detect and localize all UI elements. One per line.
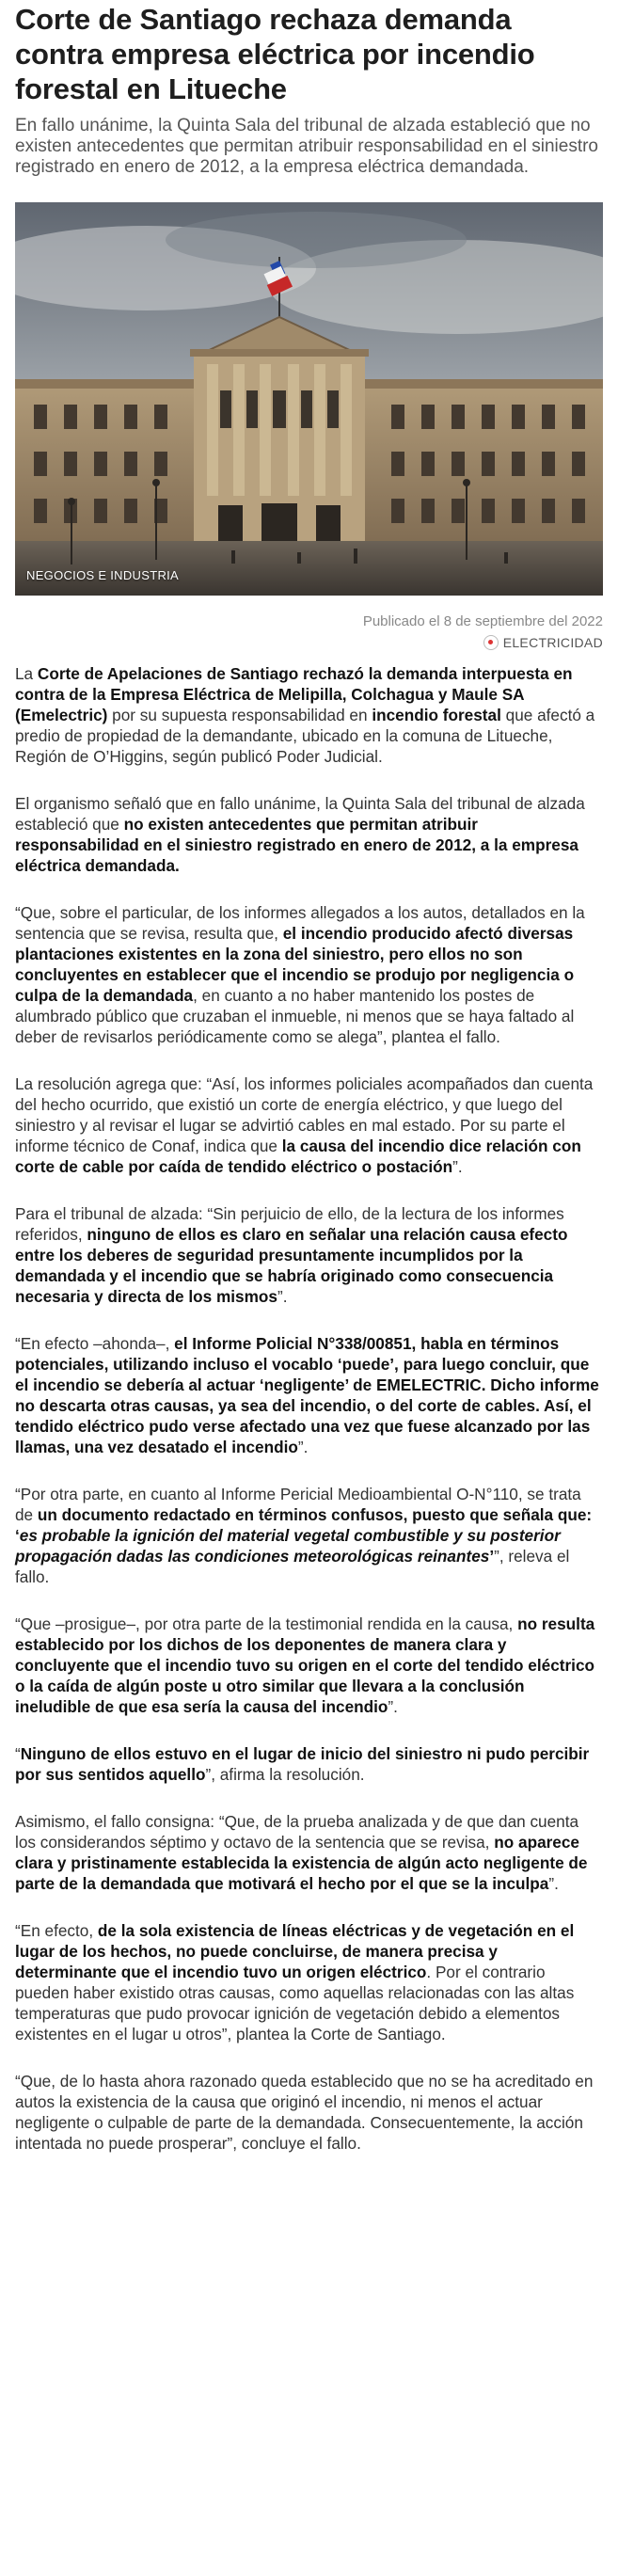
text-run: ”, afirma la resolución. xyxy=(205,1765,365,1784)
paragraph xyxy=(15,1614,603,1717)
paragraph xyxy=(15,1333,603,1457)
bold-text: no aparece clara y pristinamente establecida la existencia de algún acto negligente de parte de la demandada que motivará el hecho por el que se la inculpa xyxy=(15,1833,588,1893)
text-run: que afectó a predio de propiedad de la demandante, ubicado en la comuna de Litueche, Región de O’Higgins, según publicó Poder Judicial. xyxy=(15,706,595,766)
category-label[interactable]: ELECTRICIDAD xyxy=(502,635,603,650)
text-run: “Que –prosigue–, por otra parte de la testimonial rendida en la causa, xyxy=(15,1614,518,1633)
bold-text: es probable la ignición del material vegetal combustible y su posterior propagación dadas las condiciones meteorológicas reinantes xyxy=(15,1526,561,1566)
courthouse-illustration xyxy=(15,202,603,596)
category-badge[interactable] xyxy=(15,635,603,650)
article-headline: Corte de Santiago rechaza demanda contra empresa eléctrica por incendio forestal en Litueche xyxy=(15,3,535,105)
text-run: “En efecto –ahonda–, xyxy=(15,1334,175,1353)
paragraph xyxy=(15,1743,603,1785)
text-run: . Por el contrario pueden haber existido otras causas, como aquellas relacionadas con las altas temperaturas que pudo provocar ignición de vegetación debido a elementos existentes en el lugar u otros”, plantea la Corte de Santiago. xyxy=(15,1963,575,2043)
text-run: “En efecto, xyxy=(15,1921,98,1940)
image-category-tag[interactable]: NEGOCIOS E INDUSTRIA xyxy=(26,568,180,582)
text-run: ”, releva el fallo. xyxy=(15,1547,570,1586)
text-run: La resolución agrega que: “Así, los informes policiales acompañados dan cuenta del hecho ocurrido, que existió un corte de energía eléctrico, y que luego del siniestro y al revisar el lugar se advirtió cables en mal estado. Por su parte el informe técnico de Conaf, indica que xyxy=(15,1074,594,1155)
bold-text: ninguno de ellos es claro en señalar una relación causa efecto entre los deberes de seguridad presuntamente incumplidos por la demandada y el incendio que se habría originado como consecuencia necesaria y directa de los mismos xyxy=(15,1225,568,1306)
text-run: El organismo señaló que en fallo unánime, la Quinta Sala del tribunal de alzada estableció que xyxy=(15,794,585,834)
hero-image[interactable] xyxy=(15,202,603,596)
bold-text: el incendio producido afectó diversas plantaciones existentes en la zona del siniestro, pero ellos no son concluyentes en establecer que el incendio se produjo por negligencia o culpa de la demandada xyxy=(15,924,575,1005)
publish-date: Publicado el 8 de septiembre del 2022 xyxy=(362,613,603,629)
text-run: ”. xyxy=(277,1287,288,1306)
text-run: “Por otra parte, en cuanto al Informe Pericial Medioambiental O-N°110, se trata de xyxy=(15,1485,581,1524)
bold-text: de la sola existencia de líneas eléctricas y de vegetación en el lugar de los hechos, no puede concluirse, de manera precisa y determinante que el incendio tuvo un origen eléctrico xyxy=(15,1921,575,1981)
text-run: La xyxy=(15,664,38,683)
target-icon xyxy=(483,635,499,650)
bold-text: un documento redactado en términos confusos, puesto que señala que: ‘ xyxy=(15,1505,593,1545)
paragraph xyxy=(15,793,603,876)
paragraph xyxy=(15,1203,603,1307)
paragraph xyxy=(15,1920,603,2044)
text-run: “ xyxy=(15,1744,21,1763)
paragraph xyxy=(15,1484,603,1587)
paragraph xyxy=(15,2071,603,2154)
article-deck: En fallo unánime, la Quinta Sala del tribunal de alzada estableció que no existen antecedentes que permitan atribuir responsabilidad en el siniestro registrado en enero de 2012, a la empresa eléctrica demandada. xyxy=(15,116,598,177)
text-run: “Que, sobre el particular, de los informes allegados a los autos, detallados en la sentencia que se revisa, resulta que, xyxy=(15,903,585,943)
text-run: por su supuesta responsabilidad en xyxy=(107,706,372,724)
bold-text: Corte de Apelaciones de Santiago rechazó la demanda interpuesta en contra de la Empresa Eléctrica de Melipilla, Colchagua y Maule SA (Emelectric) xyxy=(15,664,573,724)
paragraph xyxy=(15,902,603,1047)
text-run: Para el tribunal de alzada: “Sin perjuicio de ello, de la lectura de los informes referidos, xyxy=(15,1204,564,1244)
article-body xyxy=(15,663,603,2154)
text-run: ”. xyxy=(452,1157,463,1176)
paragraph xyxy=(15,1811,603,1894)
bold-text: incendio forestal xyxy=(372,706,501,724)
bold-text: ’ xyxy=(489,1547,495,1566)
bold-text: no resulta establecido por los dichos de los deponentes de manera clara y concluyente que el incendio tuvo su origen en el corte del tendido eléctrico o la caída de algún poste u otro similar que llevara a la conclusión ineludible de que esa sería la causa del incendio xyxy=(15,1614,595,1716)
text-run: ”. xyxy=(297,1438,309,1456)
paragraph xyxy=(15,663,603,767)
paragraph xyxy=(15,1073,603,1177)
text-run: Asimismo, el fallo consigna: “Que, de la prueba analizada y de que dan cuenta los considerandos séptimo y octavo de la sentencia que se revisa, xyxy=(15,1812,579,1852)
bold-text: no existen antecedentes que permitan atribuir responsabilidad en el siniestro registrado en enero de 2012, a la empresa eléctrica demandada. xyxy=(15,815,578,875)
text-run: ”. xyxy=(388,1697,398,1716)
bold-text: Ninguno de ellos estuvo en el lugar de inicio del siniestro ni pudo percibir por sus sentidos aquello xyxy=(15,1744,590,1784)
article xyxy=(15,0,603,2180)
text-run: , en cuanto a no haber mantenido los postes de alumbrado público que cruzaban el inmueble, ni menos que se haya faltado al deber de revisarlos periódicamente como se alega”, plantea el fallo. xyxy=(15,986,575,1046)
bold-text: la causa del incendio dice relación con corte de cable por caída de tendido eléctrico o postación xyxy=(15,1137,581,1176)
text-run: “Que, de lo hasta ahora razonado queda establecido que no se ha acreditado en autos la existencia de la causa que originó el incendio, ni menos el actuar negligente o culpable de parte de la demandada. Consecuentemente, la acción intentada no puede prosperar”, concluye el fallo. xyxy=(15,2072,594,2153)
bold-text: el Informe Policial N°338/00851, habla en términos potenciales, utilizando incluso el vocablo ‘puede’, para luego concluir, que el incendio se debería al actuar ‘negligente’ de EMELECTRIC. Dicho informe no descarta otras causas, ya sea del incendio, o del corte de cables. Así, el tendido eléctrico pudo verse afectado una vez que fuese alcanzado por las llamas, una vez desatado el incendio xyxy=(15,1334,599,1456)
text-run: ”. xyxy=(548,1874,559,1893)
